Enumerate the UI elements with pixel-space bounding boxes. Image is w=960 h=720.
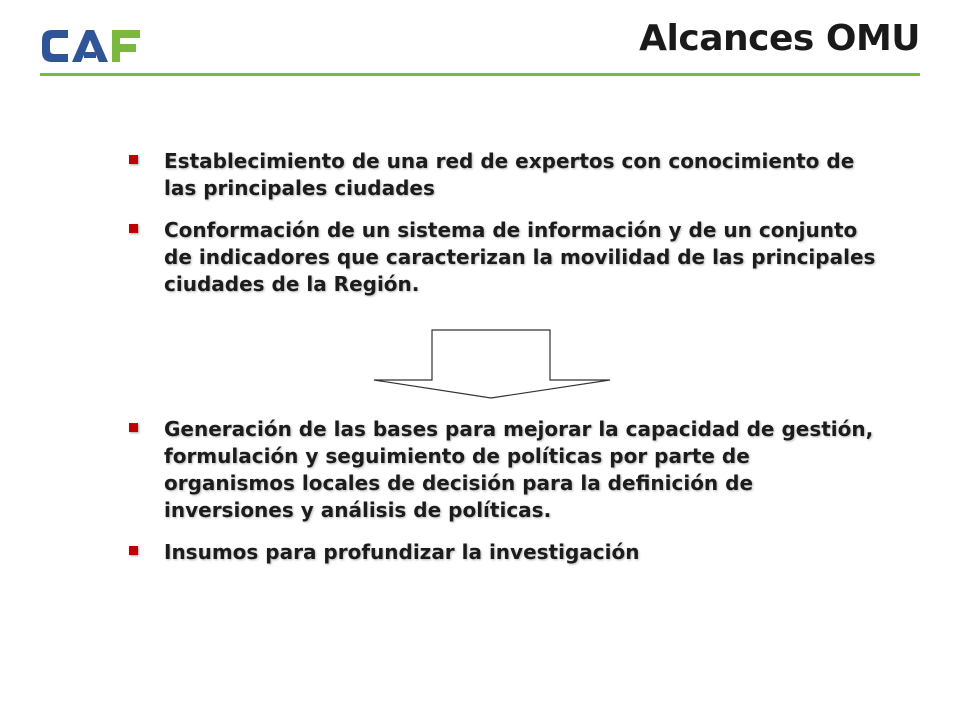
bullet-text: Insumos para profundizar la investigación (164, 540, 640, 564)
bullet-text: Generación de las bases para mejorar la capacidad de gestión, formulación y seguimiento de políticas por parte de organismos locales de decisión para la definición de inversiones y análisis de políticas. (164, 417, 874, 522)
bottom-bullet-list (126, 416, 876, 581)
bullet-item (126, 148, 876, 202)
bullet-square-icon (129, 224, 138, 233)
bullet-square-icon (129, 155, 138, 164)
top-bullet-list (126, 148, 876, 313)
title-underline (40, 73, 920, 76)
caf-logo (38, 22, 144, 70)
down-arrow-icon (372, 328, 612, 400)
bullet-text: Conformación de un sistema de información y de un conjunto de indicadores que caracterizan la movilidad de las principales ciudades de la Región. (164, 218, 876, 296)
bullet-item (126, 416, 876, 524)
page-title: Alcances OMU (639, 18, 920, 59)
bullet-item (126, 217, 876, 298)
bullet-text: Establecimiento de una red de expertos con conocimiento de las principales ciudades (164, 149, 855, 200)
bullet-square-icon (129, 546, 138, 555)
bullet-item (126, 539, 876, 566)
bullet-square-icon (129, 423, 138, 432)
